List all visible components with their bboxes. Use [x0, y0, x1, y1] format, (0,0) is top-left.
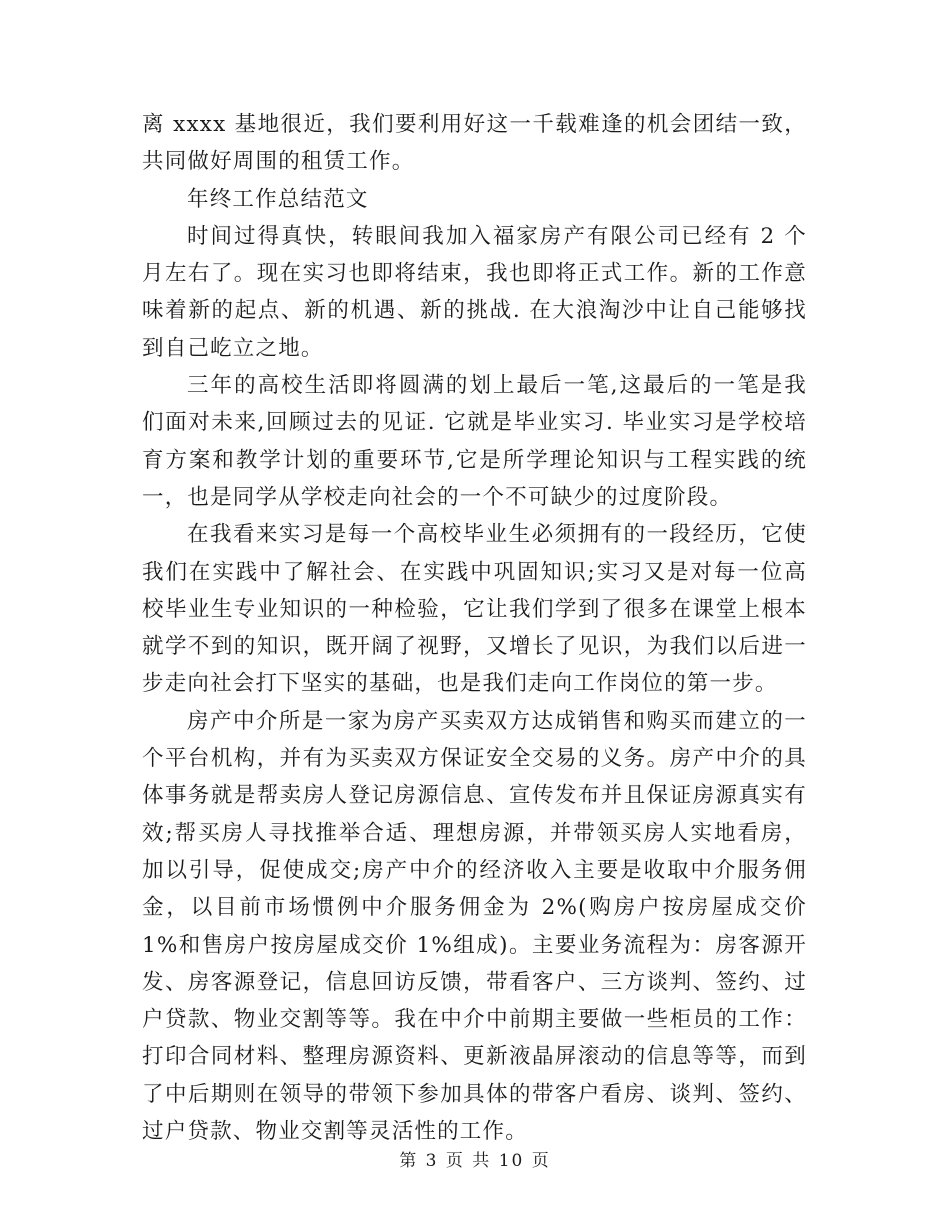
page-number-footer: 第 3 页 共 10 页: [399, 1151, 551, 1171]
paragraph-intro: 时间过得真快，转眼间我加入福家房产有限公司已经有 2 个月左右了。现在实习也即将结束，我也即将正式工作。新的工作意味着新的起点、新的机遇、新的挑战. 在大浪淘沙中让自己能够找到自己屹立之地。: [142, 223, 807, 361]
document-body: [142, 106, 807, 1150]
paragraph-continuation: 离 xxxx 基地很近，我们要利用好这一千载难逢的机会团结一致，共同做好周围的租赁工作。: [142, 112, 807, 175]
paragraph-agency-duties: 房产中介所是一家为房产买卖双方达成销售和购买而建立的一个平台机构，并有为买卖双方保证安全交易的义务。房产中介的具体事务就是帮卖房人登记房源信息、宣传发布并且保证房源真实有效;帮买房人寻找推举合适、理想房源，并带领买房人实地看房，加以引导，促使成交;房产中介的经济收入主要是收取中介服务佣金，以目前市场惯例中介服务佣金为 2%(购房户按房屋成交价 1%和售房户按房屋成交价 1%组成)。主要业务流程为：房客源开发、房客源登记，信息回访反馈，带看客户、三方谈判、签约、过户贷款、物业交割等等。我在中介中前期主要做一些柜员的工作：打印合同材料、整理房源资料、更新液晶屏滚动的信息等等，而到了中后期则在领导的带领下参加具体的带客户看房、谈判、签约、过户贷款、物业交割等灵活性的工作。: [142, 708, 807, 1145]
section-heading: 年终工作总结范文: [187, 186, 369, 212]
paragraph-internship-value: 在我看来实习是每一个高校毕业生必须拥有的一段经历，它使我们在实践中了解社会、在实践中巩固知识;实习又是对每一位高校毕业生专业知识的一种检验，它让我们学到了很多在课堂上根本就学不到的知识，既开阔了视野，又增长了见识，为我们以后进一步走向社会打下坚实的基础，也是我们走向工作岗位的第一步。: [142, 522, 807, 697]
paragraph-graduation-internship: 三年的高校生活即将圆满的划上最后一笔,这最后的一笔是我们面对未来,回顾过去的见证. 它就是毕业实习. 毕业实习是学校培育方案和教学计划的重要环节,它是所学理论知识与工程实践的统一，也是同学从学校走向社会的一个不可缺少的过度阶段。: [142, 373, 807, 510]
